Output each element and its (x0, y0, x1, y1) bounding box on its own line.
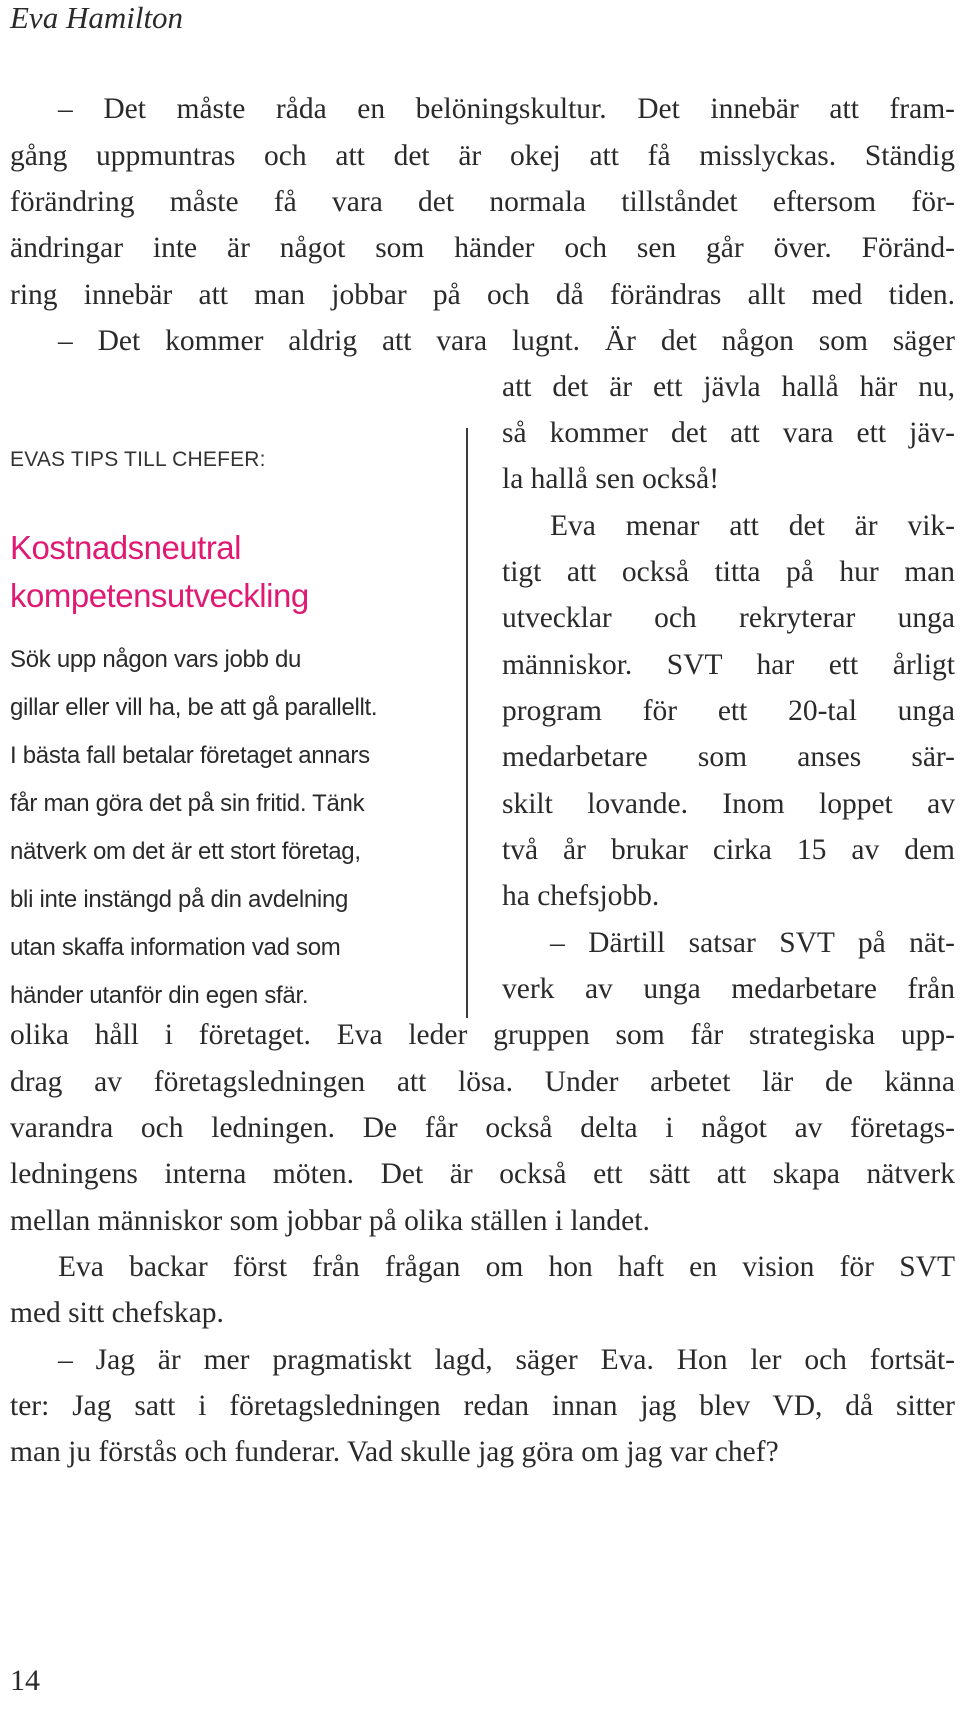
body-line: förändring måste få vara det normala tillståndet eftersom för- (10, 186, 955, 218)
body-line: utvecklar och rekryterar unga (502, 602, 955, 634)
sidebar-body-line: utan skaffa information vad som (10, 934, 341, 961)
body-line: skilt lovande. Inom loppet av (502, 788, 955, 820)
body-line: att det är ett jävla hallå här nu, (502, 371, 955, 403)
body-line: så kommer det att vara ett jäv- (502, 417, 955, 449)
body-line: två år brukar cirka 15 av dem (502, 834, 955, 866)
body-line: ledningens interna möten. Det är också ett sätt att skapa nätverk (10, 1158, 955, 1190)
body-line: program för ett 20-tal unga (502, 695, 955, 727)
body-line: – Det kommer aldrig att vara lugnt. Är det någon som säger (58, 325, 955, 357)
body-line: man ju förstås och funderar. Vad skulle jag göra om jag var chef? (10, 1436, 779, 1468)
sidebar-label: EVAS TIPS TILL CHEFER: (10, 448, 266, 471)
sidebar-divider (466, 428, 468, 1018)
sidebar-body-line: nätverk om det är ett stort företag, (10, 838, 361, 865)
running-header-author: Eva Hamilton (10, 0, 184, 35)
body-line: – Jag är mer pragmatiskt lagd, säger Eva. Hon ler och fortsät- (58, 1344, 955, 1376)
sidebar-body-line: får man göra det på sin fritid. Tänk (10, 790, 365, 817)
body-line: verk av unga medarbetare från (502, 973, 955, 1005)
body-line: varandra och ledningen. De får också delta i något av företags- (10, 1112, 955, 1144)
sidebar-title-line: Kostnadsneutral (10, 529, 241, 566)
body-line: ring innebär att man jobbar på och då förändras allt med tiden. (10, 279, 955, 311)
body-line: drag av företagsledningen att lösa. Under arbetet lär de känna (10, 1066, 955, 1098)
body-line: mellan människor som jobbar på olika ställen i landet. (10, 1205, 650, 1237)
body-line: – Det måste råda en belöningskultur. Det innebär att fram- (58, 93, 955, 125)
body-line: människor. SVT har ett årligt (502, 649, 955, 681)
body-line: Eva menar att det är vik- (550, 510, 955, 542)
body-line: med sitt chefskap. (10, 1297, 224, 1329)
sidebar-body-line: händer utanför din egen sfär. (10, 982, 309, 1009)
sidebar-body (10, 636, 450, 1020)
sidebar-title (10, 524, 440, 620)
body-line: olika håll i företaget. Eva leder gruppen som får strategiska upp- (10, 1019, 955, 1051)
sidebar-body-line: Sök upp någon vars jobb du (10, 646, 302, 673)
sidebar-body-line: bli inte instängd på din avdelning (10, 886, 349, 913)
page-number: 14 (10, 1664, 40, 1697)
body-line: medarbetare som anses sär- (502, 741, 955, 773)
sidebar-body-line: I bästa fall betalar företaget annars (10, 742, 370, 769)
body-line: gång uppmuntras och att det är okej att få misslyckas. Ständig (10, 140, 955, 172)
body-line: ter: Jag satt i företagsledningen redan innan jag blev VD, då sitter (10, 1390, 955, 1422)
body-line: la hallå sen också! (502, 463, 720, 495)
body-line: tigt att också titta på hur man (502, 556, 955, 588)
body-line: Eva backar först från frågan om hon haft en vision för SVT (58, 1251, 955, 1283)
body-line: ändringar inte är något som händer och sen går över. Föränd- (10, 232, 955, 264)
sidebar-body-line: gillar eller vill ha, be att gå parallellt. (10, 694, 378, 721)
body-line: ha chefsjobb. (502, 880, 660, 912)
sidebar-title-line: kompetensutveckling (10, 577, 309, 614)
body-line: – Därtill satsar SVT på nät- (550, 927, 955, 959)
